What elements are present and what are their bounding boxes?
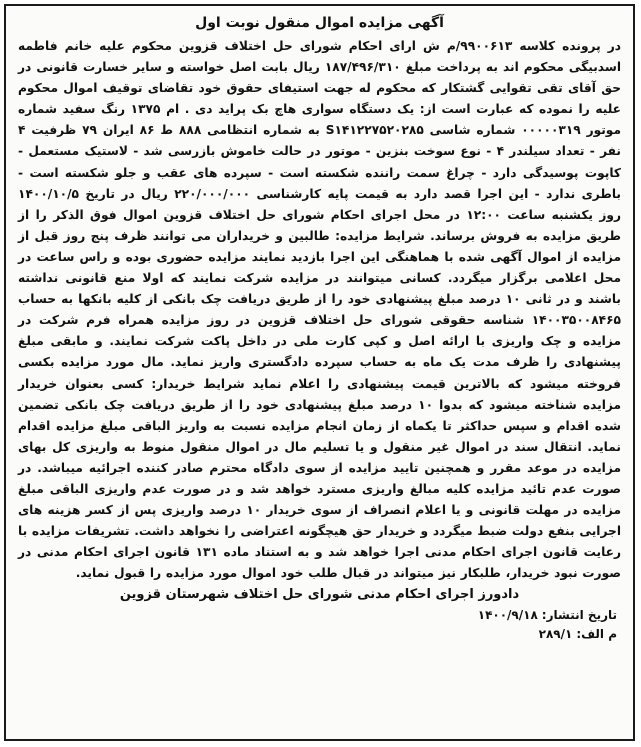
notice-body: در پرونده کلاسه ۹۹۰۰۶۱۳/م ش ارای احکام شورای حل اختلاف قزوین محکوم علیه خانم فاطمه اسدبیگی محکوم اند به پرداخت مبلغ ۱۸۷/۴۹۶/۳۱۰ ریال بابت اصل خواسته و سایر خسارت قانونی در حق آقای تقی تقوایی گشتکار که محکوم له جهت استیفای حقوق خود تقاضای توقیف اموال محکوم علیه را نموده که عبارت است از: یک دستگاه سواری هاچ بک پراید دی . ام ۱۳۷۵ رنگ سفید شماره موتور ۰۰۰۰۰۳۱۹ شماره شاسی S۱۴۱۲۲۷۵۲۰۲۸۵ به شماره انتظامی ۸۸۸ ط ۸۶ ایران ۷۹ ظرفیت ۴ نفر - تعداد سیلندر ۴ - نوع سوخت بنزین - موتور در حالت خاموش بازرسی شد - لاستیک مستعمل - کاپوت پوسیدگی دارد - چراغ سمت راننده شکسته است - سپرده های عقب و جلو شکسته است - باطری ندارد - این اجرا قصد دارد به قیمت پایه کارشناسی ۲۲۰/۰۰۰/۰۰۰ ریال در تاریخ ۱۴۰۰/۱۰/۵ روز یکشنبه ساعت ۱۲:۰۰ در محل اجرای احکام شورای حل اختلاف قزوین اموال فوق الذکر را از طریق مزایده به فروش برساند. شرایط مزایده: طالبین و خریداران می توانند ظرف پنج روز قبل از مزایده از اموال آگهی شده با هماهنگی این اجرا بازدید نمایند مزایده حضوری بوده و راس ساعت در محل اعلامی برگزار میگردد. کسانی میتوانند در مزایده شرکت نمایند که اولا منع قانونی نداشته باشند و در ثانی ۱۰ درصد مبلغ پیشنهادی خود را از طریق دریافت چک بانکی از کلیه بانکها به حساب ۱۴۰۰۳۵۰۰۸۴۶۵ شناسه حقوقی شورای حل اختلاف قزوین در روز مزایده همراه فرم شرکت در مزایده و چک واریزی با ارائه اصل و کپی کارت ملی در داخل پاکت شرکت نمایند. و مابقی مبلغ پیشنهادی را ظرف مدت یک ماه به حساب سپرده دادگستری واریز نماید. مال مورد مزایده بکسی فروخته میشود که بالاترین قیمت پیشنهادی را اعلام نماید شرایط خریدار: کسی بعنوان خریدار مزایده شناخته میشود که بدوا ۱۰ درصد مبلغ پیشنهادی خود را از طریق دریافت چک بانکی تضمین شده اقدام و سپس حداکثر تا یکماه از زمان انجام مزایده نسبت به واریز الباقی مبلغ مزایده اقدام نماید. انتقال سند در اموال غیر منقول و یا تسلیم مال در اموال منقول منوط به واریزی کل بهای مزایده در موعد مقرر و همچنین تایید مزایده از سوی دادگاه محترم صادر کننده اجرائیه میباشد. در صورت عدم تائید مزایده کلیه مبالغ واریزی مسترد خواهد شد و در صورت عدم واریزی الباقی مبلغ مزایده در مهلت قانونی و یا اعلام انصراف از سوی خریدار ۱۰ درصد واریزی پس از کسر هزینه های اجرایی بنفع دولت ضبط میگردد و خریدار حق هیچگونه اعتراضی را نخواهد داشت. تشریفات مزایده با رعایت قانون اجرای احکام مدنی اجرا خواهد شد و به استناد ماده ۱۳۱ قانون اجرای احکام مدنی در صورت نبود خریدار، طلبکار نیز میتواند در قبال طلب خود اموال مورد مزایده را قبول نماید. <box>18 39 622 581</box>
auction-notice <box>4 4 635 741</box>
reference-label: م الف: <box>576 627 617 642</box>
notice-title: آگهی مزایده اموال منقول نوبت اول <box>195 15 444 31</box>
publish-date: ۱۴۰۰/۹/۱۸ <box>477 608 538 623</box>
reference-number: ۲۸۹/۱ <box>538 627 573 642</box>
publish-date-line <box>18 606 621 625</box>
publish-date-label: تاریخ انتشار: <box>541 608 617 623</box>
notice-signature: دادورز اجرای احکام مدنی شورای حل اختلاف شهرستان قزوین <box>119 587 520 603</box>
reference-line <box>18 625 621 644</box>
